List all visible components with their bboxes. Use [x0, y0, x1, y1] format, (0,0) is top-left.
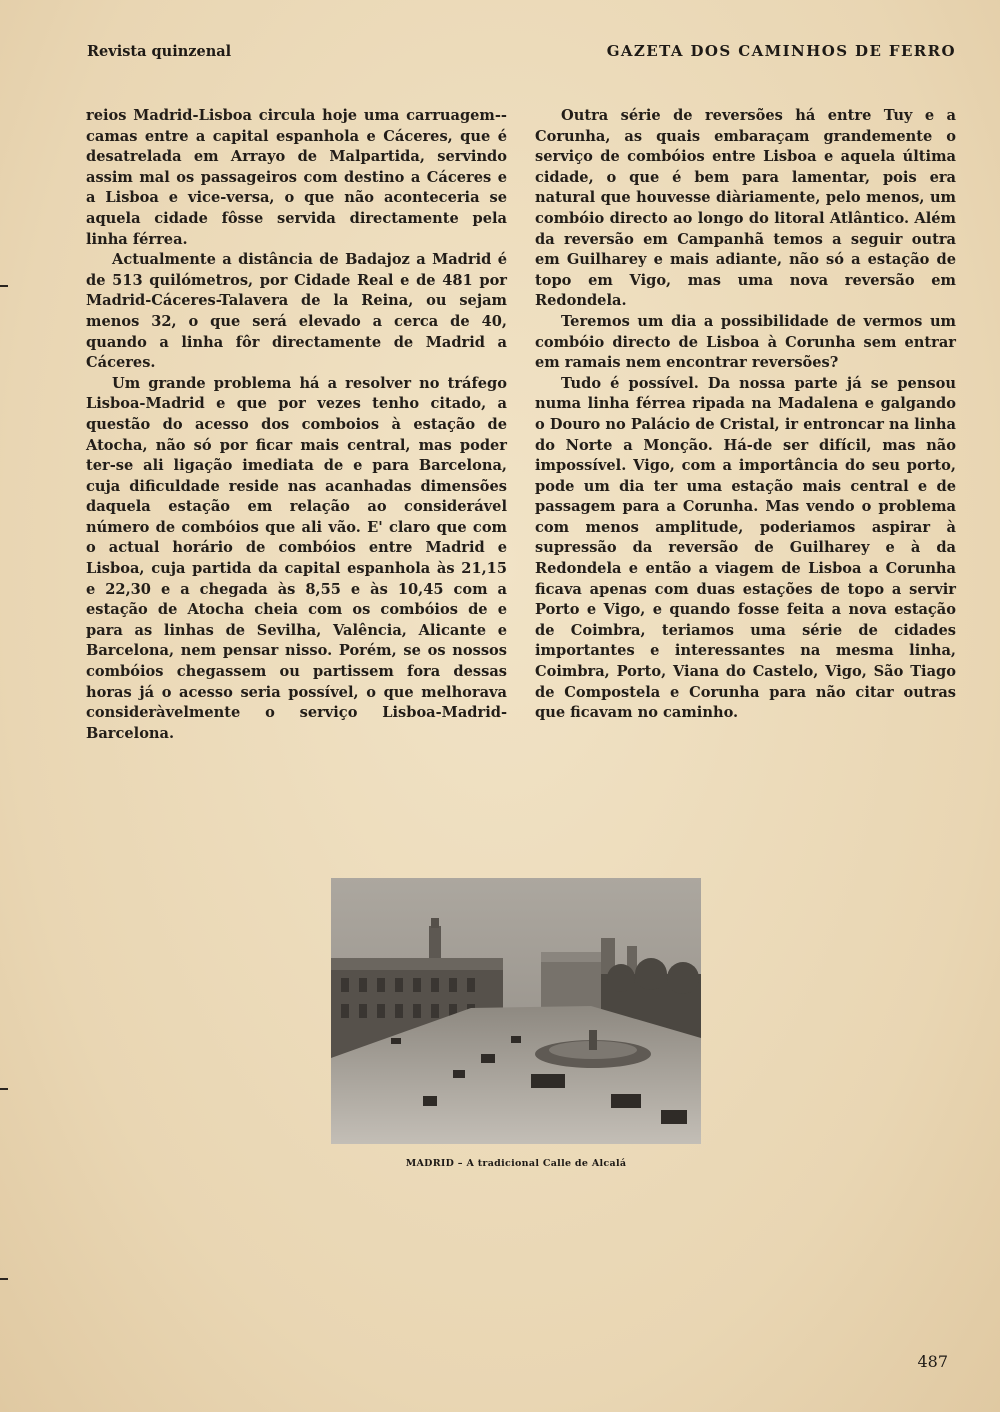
margin-mark [0, 1088, 8, 1090]
paragraph: Um grande problema há a resolver no tráfego Lisboa-Madrid e que por vezes tenho citado, a questão do acesso dos comboios à estação de Atocha, não só por ficar mais central, mas poder ter-se ali ligação imediata de e para Barcelona, cuja dificuldade reside nas acanhadas dimensões daquela estação em relação ao considerável número de combóios que ali vão. E' claro que com o actual horário de combóios entre Madrid e Lisboa, cuja partida da capital espanhola às 21,15 e 22,30 e a chegada às 8,55 e às 10,45 com a estação de Atocha cheia com os combóios de e para as linhas de Sevilha, Valência, Alicante e Barcelona, nem pensar nisso. Porém, se os nossos combóios chegassem ou partissem fora dessas horas já o acesso seria possível, o que melhorava consideràvelmente o serviço Lisboa-Madrid-Barcelona. [86, 374, 507, 742]
paragraph: Outra série de reversões há entre Tuy e a Corunha, as quais embaraçam grandemente o serviço de combóios entre Lisboa e aquela última cidade, o que é bem para lamentar, pois era natural que houvesse diàriamente, pelo menos, um combóio directo ao longo do litoral Atlântico. Além da reversão em Campanhã temos a seguir outra em Guilharey e mais adiante, não só a estação de topo em Vigo, mas uma nova reversão em Redondela. [535, 107, 956, 310]
margin-mark [0, 285, 8, 287]
paragraph: Tudo é possível. Da nossa parte já se pensou numa linha férrea ripada na Madalena e galgando o Douro no Palácio de Cristal, ir entroncar na linha do Norte a Monção. Há-de ser difícil, mas não impossível. Vigo, com a importância do seu porto, pode um dia ter uma estação mais central e de passagem para a Corunha. Mas vendo o problema com menos amplitude, poderiamos aspirar à supressão da reversão de Guilharey e à da Redondela e então a viagem de Lisboa a Corunha ficava apenas com duas estações de topo a servir Porto e Vigo, e quando fosse feita a nova estação de Coimbra, teriamos uma série de cidades importantes e interessantes na mesma linha, Coimbra, Porto, Viana do Castelo, Vigo, São Tiago de Compostela e Corunha para não citar outras que ficavam no caminho. [535, 374, 956, 722]
paragraph: Teremos um dia a possibilidade de vermos um combóio directo de Lisboa à Corunha sem entrar em ramais nem encontrar reversões? [535, 312, 956, 372]
madrid-street-photo [331, 878, 701, 1144]
figure-caption: MADRID – A tradicional Calle de Alcalá [405, 1158, 627, 1169]
running-header-left: Revista quinzenal [87, 43, 232, 60]
page-number: 487 [917, 1352, 948, 1371]
margin-mark [0, 1278, 8, 1280]
paragraph: reios Madrid-Lisboa circula hoje uma carruagem--camas entre a capital espanhola e Cáceres, que é desatrelada em Arrayo de Malpartida, servindo assim mal os passageiros com destino a Cáceres e a Lisboa e vice-versa, o que não aconteceria se aquela cidade fôsse servida directamente pela linha férrea. [86, 107, 507, 248]
text-column-left [86, 106, 507, 744]
paragraph: Actualmente a distância de Badajoz a Madrid é de 513 quilómetros, por Cidade Real e de 481 por Madrid-Cáceres-Talavera de la Reina, ou sejam menos 32, o que será elevado a cerca de 40, quando a linha fôr directamente de Madrid a Cáceres. [86, 251, 507, 372]
text-column-right [535, 106, 956, 724]
running-header-right: GAZETA DOS CAMINHOS DE FERRO [606, 42, 956, 60]
